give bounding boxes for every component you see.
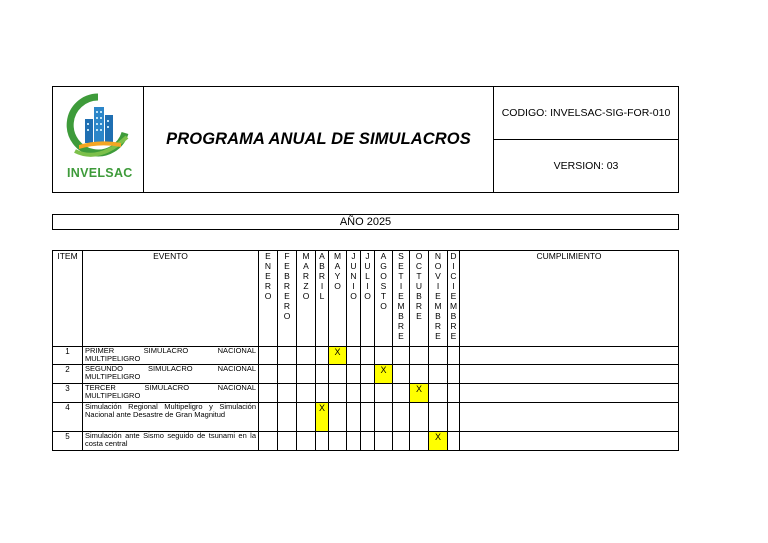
year-label: AÑO 2025 xyxy=(52,214,679,230)
header-month: N O V I E M B R E xyxy=(429,251,448,347)
scheduled-mark: X xyxy=(329,347,347,365)
month-cell xyxy=(393,403,410,432)
month-cell xyxy=(448,403,460,432)
month-cell xyxy=(448,365,460,384)
month-cell xyxy=(361,432,375,451)
month-cell xyxy=(329,365,347,384)
month-cell xyxy=(429,384,448,403)
month-cell xyxy=(361,403,375,432)
month-cell xyxy=(278,432,297,451)
month-cell xyxy=(259,403,278,432)
month-cell xyxy=(297,365,316,384)
month-cell xyxy=(347,403,361,432)
month-cell xyxy=(278,347,297,365)
code-cell xyxy=(494,87,678,192)
company-logo-text: INVELSAC xyxy=(67,166,133,180)
month-cell xyxy=(361,347,375,365)
month-cell xyxy=(393,384,410,403)
header-item: ITEM xyxy=(53,251,83,347)
month-cell xyxy=(297,432,316,451)
item-number: 5 xyxy=(53,432,83,451)
program-table xyxy=(52,250,679,451)
header-month: M A R Z O xyxy=(297,251,316,347)
cumplimiento-cell xyxy=(460,403,679,432)
month-cell xyxy=(429,403,448,432)
scheduled-mark: X xyxy=(316,403,329,432)
month-cell xyxy=(410,403,429,432)
month-cell xyxy=(361,384,375,403)
month-cell xyxy=(375,432,393,451)
month-cell xyxy=(347,365,361,384)
month-cell xyxy=(448,384,460,403)
month-cell xyxy=(278,384,297,403)
month-cell xyxy=(278,365,297,384)
document-code: CODIGO: INVELSAC-SIG-FOR-010 xyxy=(501,107,671,119)
month-cell xyxy=(329,384,347,403)
month-cell xyxy=(259,365,278,384)
event-name: Simulación Regional Multipeligro y Simulación Nacional ante Desastre de Gran Magnitud xyxy=(83,403,259,432)
month-cell xyxy=(297,347,316,365)
logo-cell xyxy=(53,87,144,192)
cumplimiento-cell xyxy=(460,432,679,451)
month-cell xyxy=(410,365,429,384)
month-cell xyxy=(429,365,448,384)
month-cell xyxy=(410,432,429,451)
scheduled-mark: X xyxy=(429,432,448,451)
header-month: J U N I O xyxy=(347,251,361,347)
month-cell xyxy=(329,403,347,432)
item-number: 4 xyxy=(53,403,83,432)
invelsac-logo-icon xyxy=(65,93,131,165)
event-name: Simulación ante Sismo seguido de tsunami en la costa central xyxy=(83,432,259,451)
month-cell xyxy=(347,384,361,403)
table-row xyxy=(53,347,679,365)
document-version: VERSION: 03 xyxy=(494,139,678,192)
header-month: F E B R E R O xyxy=(278,251,297,347)
item-number: 3 xyxy=(53,384,83,403)
event-name: TERCER SIMULACRO NACIONAL MULTIPELIGRO xyxy=(83,384,259,403)
document-header xyxy=(52,86,679,193)
cumplimiento-cell xyxy=(460,347,679,365)
month-cell xyxy=(316,347,329,365)
scheduled-mark: X xyxy=(410,384,429,403)
cumplimiento-cell xyxy=(460,365,679,384)
item-number: 2 xyxy=(53,365,83,384)
table-row xyxy=(53,365,679,384)
month-cell xyxy=(259,347,278,365)
item-number: 1 xyxy=(53,347,83,365)
month-cell xyxy=(429,347,448,365)
table-header-row xyxy=(53,251,679,347)
month-cell xyxy=(297,384,316,403)
month-cell xyxy=(375,403,393,432)
month-cell xyxy=(259,432,278,451)
month-cell xyxy=(259,384,278,403)
table-body xyxy=(53,347,679,451)
title-cell xyxy=(144,87,494,192)
month-cell xyxy=(316,384,329,403)
month-cell xyxy=(347,432,361,451)
month-cell xyxy=(448,432,460,451)
header-month: M A Y O xyxy=(329,251,347,347)
month-cell xyxy=(393,347,410,365)
month-cell xyxy=(347,347,361,365)
month-cell xyxy=(297,403,316,432)
month-cell xyxy=(448,347,460,365)
document-title: PROGRAMA ANUAL DE SIMULACROS xyxy=(166,130,471,148)
event-name: SEGUNDO SIMULACRO NACIONAL MULTIPELIGRO xyxy=(83,365,259,384)
header-month: E N E R O xyxy=(259,251,278,347)
month-cell xyxy=(361,365,375,384)
header-month: D I C I E M B R E xyxy=(448,251,460,347)
header-month: S E T I E M B R E xyxy=(393,251,410,347)
scheduled-mark: X xyxy=(375,365,393,384)
month-cell xyxy=(316,432,329,451)
month-cell xyxy=(393,432,410,451)
month-cell xyxy=(410,347,429,365)
table-row xyxy=(53,384,679,403)
table-row xyxy=(53,432,679,451)
event-name: PRIMER SIMULACRO NACIONAL MULTIPELIGRO xyxy=(83,347,259,365)
month-cell xyxy=(316,365,329,384)
header-month: A B R I L xyxy=(316,251,329,347)
header-cumplimiento: CUMPLIMIENTO xyxy=(460,251,679,347)
month-cell xyxy=(375,347,393,365)
cumplimiento-cell xyxy=(460,384,679,403)
table-row xyxy=(53,403,679,432)
month-cell xyxy=(329,432,347,451)
month-cell xyxy=(278,403,297,432)
header-month: A G O S T O xyxy=(375,251,393,347)
header-month: O C T U B R E xyxy=(410,251,429,347)
month-cell xyxy=(393,365,410,384)
month-cell xyxy=(375,384,393,403)
header-month: J U L I O xyxy=(361,251,375,347)
header-evento: EVENTO xyxy=(83,251,259,347)
